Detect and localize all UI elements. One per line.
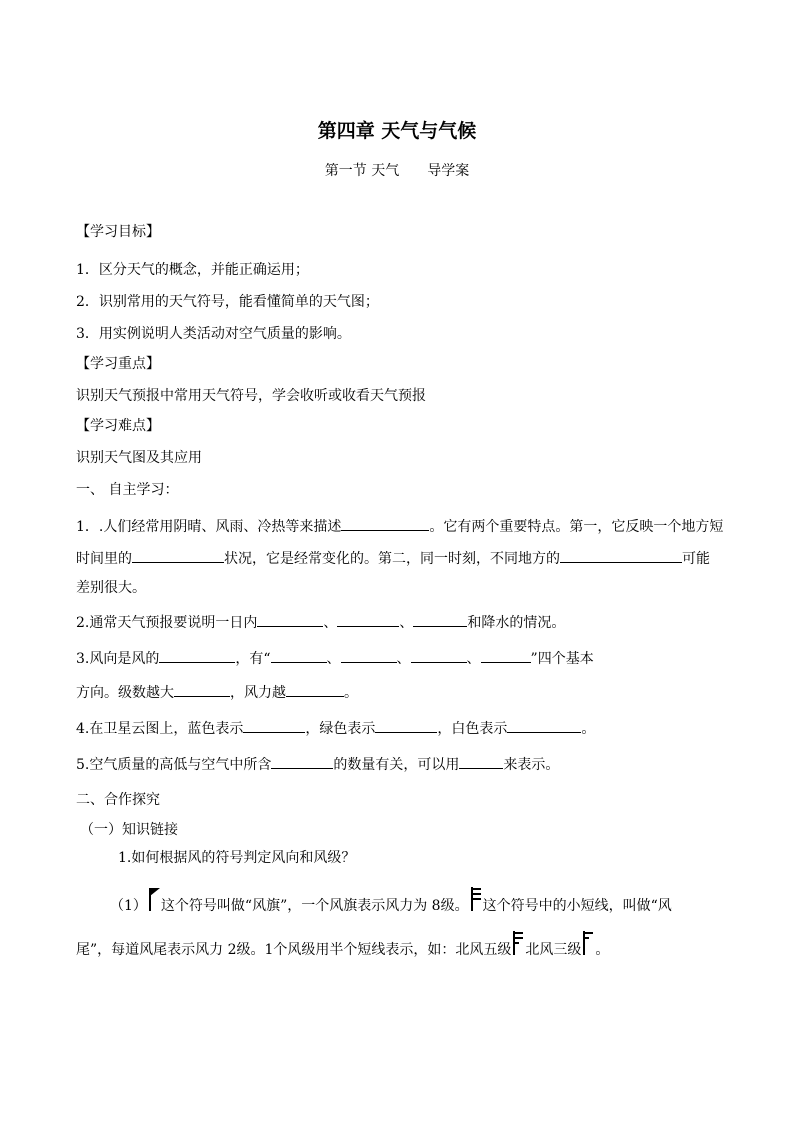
q3-text: 。 bbox=[344, 685, 358, 701]
p1-text: 北风三级 bbox=[525, 942, 582, 958]
q3-text: 、 bbox=[466, 651, 481, 667]
q4-text: ，白色表示 bbox=[437, 721, 508, 737]
north-wind-level3-icon bbox=[581, 942, 595, 956]
answer-blank[interactable] bbox=[341, 648, 397, 663]
q1-text: 。它有两个重要特点。第一，它反映一个地方短 bbox=[429, 519, 724, 535]
p1-text: 尾”，每道风尾表示风力 2级。1个风级用半个短线表示，如：北风五级 bbox=[76, 942, 512, 958]
answer-blank[interactable] bbox=[341, 516, 429, 531]
answer-blank[interactable] bbox=[375, 718, 437, 733]
wind-flag-icon bbox=[147, 898, 161, 912]
q5-text: 5.空气质量的高低与空气中所含 bbox=[76, 757, 272, 773]
answer-blank[interactable] bbox=[481, 648, 531, 663]
answer-blank[interactable] bbox=[560, 548, 682, 563]
section-subtitle: 第一节 天气 导学案 bbox=[324, 163, 470, 179]
self-study-heading: 一、 自主学习： bbox=[76, 482, 179, 498]
q3-text: 、 bbox=[396, 651, 411, 667]
q5-text: 来表示。 bbox=[503, 757, 560, 773]
q1-text: 可能 bbox=[682, 551, 710, 567]
objective-item: 3．用实例说明人类活动对空气质量的影响。 bbox=[76, 326, 351, 342]
coop-subheading: （一）知识链接 bbox=[80, 822, 178, 838]
paragraph-1-line-2 bbox=[76, 940, 609, 960]
question-3-line-1 bbox=[76, 648, 594, 669]
q3-text: 、 bbox=[326, 651, 341, 667]
difficulties-heading: 【学习难点】 bbox=[76, 418, 160, 434]
answer-blank[interactable] bbox=[413, 612, 467, 627]
question-1-line-2 bbox=[76, 548, 710, 569]
q2-text: 、 bbox=[323, 615, 338, 631]
wind-tail-icon bbox=[469, 898, 483, 912]
difficulties-text: 识别天气图及其应用 bbox=[76, 450, 202, 466]
paragraph-1-line-1 bbox=[110, 896, 672, 916]
q1-text: 状况，它是经常变化的。第二，同一时刻，不同地方的 bbox=[224, 551, 560, 567]
question-2 bbox=[76, 612, 565, 633]
q1-text: 时间里的 bbox=[76, 551, 132, 567]
answer-blank[interactable] bbox=[286, 682, 344, 697]
q5-text: 的数量有关，可以用 bbox=[333, 757, 460, 773]
p1-text: 这个符号叫做“风旗”，一个风旗表示风力为 8级。 bbox=[160, 898, 469, 914]
q1-text: 1．.人们经常用阴晴、风雨、冷热等来描述 bbox=[76, 519, 342, 535]
answer-blank[interactable] bbox=[411, 648, 467, 663]
key-points-heading: 【学习重点】 bbox=[76, 356, 160, 372]
q3-text: 3.风向是风的 bbox=[76, 651, 160, 667]
q3-text: 方向。级数越大 bbox=[76, 685, 174, 701]
question-1-line-1 bbox=[76, 516, 723, 537]
q4-text: 。 bbox=[581, 721, 596, 737]
north-wind-level5-icon bbox=[511, 942, 525, 956]
answer-blank[interactable] bbox=[271, 754, 333, 769]
p1-text: （1） bbox=[110, 898, 147, 914]
coop-question: 1.如何根据风的符号判定风向和风级？ bbox=[118, 850, 356, 866]
q2-text: 、 bbox=[399, 615, 414, 631]
answer-blank[interactable] bbox=[459, 754, 503, 769]
answer-blank[interactable] bbox=[159, 648, 235, 663]
objectives-heading: 【学习目标】 bbox=[76, 224, 160, 240]
objective-item: 1．区分天气的概念，并能正确运用； bbox=[76, 262, 309, 278]
q3-text: ，有“ bbox=[235, 651, 271, 667]
q3-text: ”四个基本 bbox=[530, 651, 594, 667]
answer-blank[interactable] bbox=[174, 682, 230, 697]
key-points-text: 识别天气预报中常用天气符号，学会收听或收看天气预报 bbox=[76, 388, 426, 404]
p1-text: 。 bbox=[595, 942, 610, 958]
question-5 bbox=[76, 754, 559, 775]
coop-heading: 二、合作探究 bbox=[76, 792, 160, 808]
q2-text: 和降水的情况。 bbox=[467, 615, 566, 631]
answer-blank[interactable] bbox=[132, 548, 224, 563]
q4-text: 4.在卫星云图上，蓝色表示 bbox=[76, 721, 244, 737]
objective-item: 2．识别常用的天气符号，能看懂简单的天气图； bbox=[76, 294, 379, 310]
q2-text: 2.通常天气预报要说明一日内 bbox=[76, 615, 258, 631]
question-3-line-2 bbox=[76, 682, 358, 703]
answer-blank[interactable] bbox=[271, 648, 327, 663]
answer-blank[interactable] bbox=[507, 718, 581, 733]
answer-blank[interactable] bbox=[243, 718, 305, 733]
question-4 bbox=[76, 718, 595, 739]
chapter-title: 第四章 天气与气候 bbox=[317, 120, 477, 142]
q4-text: ，绿色表示 bbox=[305, 721, 376, 737]
q3-text: ，风力越 bbox=[230, 685, 286, 701]
p1-text: 这个符号中的小短线，叫做“风 bbox=[482, 898, 672, 914]
answer-blank[interactable] bbox=[337, 612, 399, 627]
answer-blank[interactable] bbox=[257, 612, 323, 627]
q1-text: 差别很大。 bbox=[76, 580, 146, 596]
